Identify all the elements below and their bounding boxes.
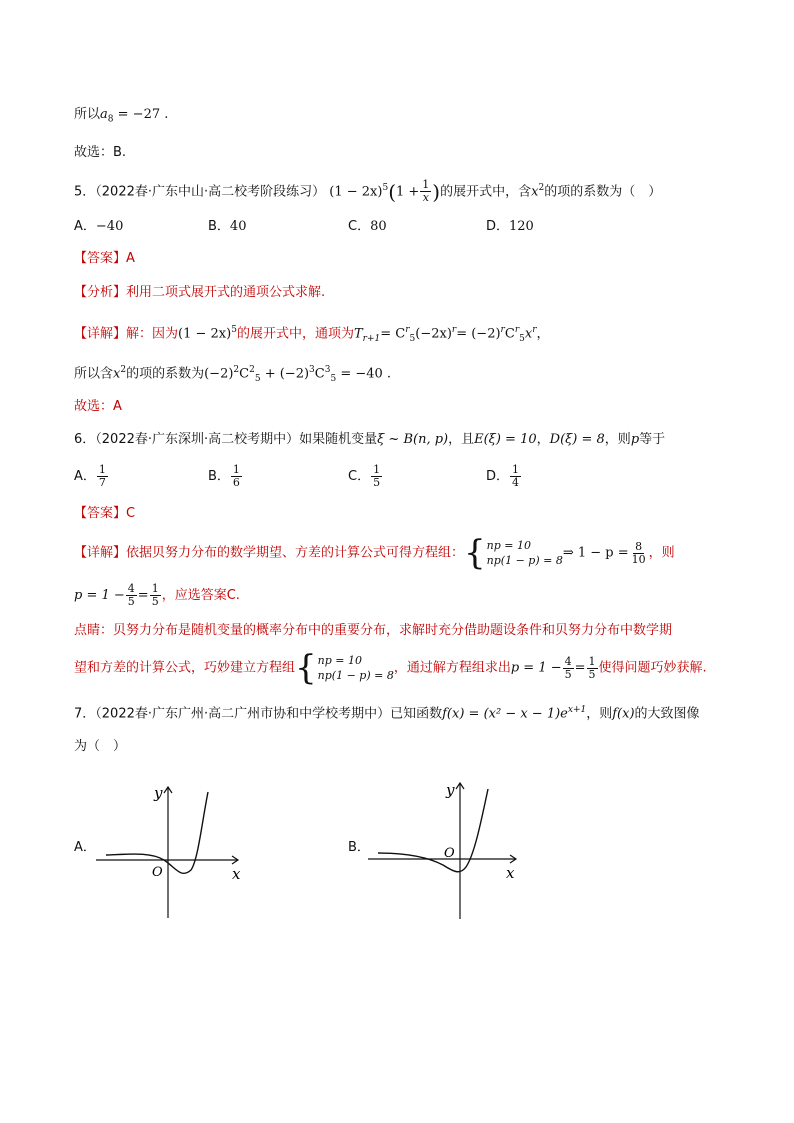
math-x: x	[113, 366, 121, 382]
fraction	[126, 583, 137, 608]
question-7-line2: 为（ ）	[74, 739, 127, 754]
question-7-source: 7．（2022春·广东广州·高二广州市协和中学校考期中）已知函数	[74, 706, 443, 722]
math-c: = C	[380, 326, 406, 342]
math-sup: 3	[309, 365, 315, 375]
math-term: = (−2)	[456, 326, 501, 342]
fraction-denominator: 5	[564, 667, 572, 681]
math-sub: 8	[107, 114, 114, 125]
fraction	[563, 656, 574, 681]
detail-text: ，应选答案	[161, 588, 227, 603]
note-text: 望和方差的计算公式，巧妙建立方程组	[74, 660, 296, 676]
fraction-numerator: 8	[635, 539, 643, 553]
paren-open: (	[388, 179, 396, 204]
note-text: ，通过解方程组求出	[393, 660, 511, 676]
fraction	[420, 179, 431, 204]
option-fraction	[371, 464, 382, 489]
fraction-denominator: 5	[373, 476, 381, 489]
equation-row: np = 10	[317, 654, 362, 667]
math-function: f(x) = (x² − x − 1)e	[442, 706, 568, 722]
analysis-text: 利用二项式展开式的通项公式求解.	[126, 285, 326, 300]
math-sup: 2	[120, 365, 127, 375]
fraction-numerator: 4	[564, 654, 572, 668]
option-value: 40	[229, 219, 247, 234]
answer-tag: 【答案】	[74, 251, 127, 266]
math-sub: 5	[409, 333, 416, 344]
fraction-numerator: 1	[98, 463, 106, 476]
axes	[96, 787, 238, 918]
answer-tag: 【答案】	[74, 506, 127, 521]
fraction-denominator: 4	[512, 476, 520, 489]
fraction-numerator: 1	[373, 463, 381, 476]
option-label: A．	[74, 469, 96, 484]
math-result: = −40 .	[336, 366, 392, 382]
math-sub: 5	[519, 333, 525, 344]
fraction	[630, 541, 648, 566]
math-sup: 3	[324, 365, 331, 375]
option-label: B．	[208, 219, 230, 234]
math-expectation: E(ξ) = 10	[474, 432, 537, 447]
q5-analysis	[74, 283, 325, 303]
math-one-plus: 1 +	[396, 184, 420, 200]
line-a8-result	[74, 105, 168, 130]
text: ，则	[604, 432, 631, 447]
q6-detail-line2	[74, 583, 240, 609]
detail-text: 解：因为	[126, 326, 179, 342]
math-c: C	[239, 366, 250, 382]
math-sup: 5	[231, 325, 237, 335]
fraction-denominator: x	[422, 191, 429, 205]
math-term: (−2x)	[415, 326, 452, 342]
math-sup: r	[514, 325, 520, 335]
q5-option	[74, 217, 123, 237]
math-sup: 2	[538, 183, 545, 193]
option-label: D．	[486, 469, 510, 484]
math-expr: (1 − 2x)	[178, 326, 232, 342]
math-t: T	[353, 326, 363, 342]
q6-detail	[74, 533, 675, 573]
fraction-numerator: 1	[232, 463, 240, 476]
option-label: C．	[348, 469, 371, 484]
x-axis-label: x	[232, 865, 241, 883]
graph-a	[96, 782, 246, 922]
math-sub: r+1	[362, 333, 381, 344]
option-value: 80	[370, 219, 387, 234]
y-axis-label: y	[154, 784, 163, 802]
detail-text: ，则	[648, 545, 675, 561]
line-choice-b: 故选：B.	[74, 145, 127, 160]
math-sub: 5	[254, 373, 261, 384]
option-value: −40	[95, 219, 124, 234]
q6-note-line2	[74, 648, 707, 688]
fraction-denominator: 10	[631, 552, 646, 566]
math-c: C	[504, 326, 515, 342]
q6-answer	[74, 504, 135, 524]
text: 等于	[639, 432, 666, 447]
answer-value: C	[126, 506, 136, 521]
text: 的大致图像	[634, 706, 700, 722]
fraction-denominator: 6	[232, 476, 240, 489]
option-fraction	[231, 464, 242, 489]
math-sup: r	[532, 325, 537, 335]
question-5-source: 5．（2022春·广东中山·高二校考阶段练习）	[74, 184, 326, 200]
math-expr: (1 − 2x)	[329, 184, 383, 200]
q5-choice: 故选：A	[74, 399, 122, 414]
fraction-numerator: 4	[127, 582, 135, 595]
fraction-denominator: 7	[98, 476, 106, 489]
q6-option	[74, 462, 109, 492]
graph-b	[368, 777, 524, 922]
q5-option	[486, 217, 534, 237]
math-sup: r	[500, 325, 505, 335]
question-7	[74, 700, 700, 724]
option-value: 120	[509, 219, 534, 234]
question-6	[74, 430, 665, 450]
graph-a-label: A．	[74, 840, 96, 855]
equation-row: np(1 − p) = 8	[317, 669, 394, 682]
equation-system: { np = 10 np(1 − p) = 8	[295, 648, 394, 688]
math-x: x	[524, 326, 533, 342]
origin-label: O	[444, 846, 455, 861]
text: 所以含	[74, 366, 114, 382]
fraction-numerator: 1	[151, 582, 159, 595]
equation-system: { np = 10 np(1 − p) = 8	[464, 533, 563, 573]
detail-tag: 【详解】	[74, 326, 127, 342]
text: ，且	[448, 432, 475, 447]
text: 的展开式中，含	[440, 184, 532, 200]
text: 的项的系数为	[126, 366, 205, 382]
text: ，则	[586, 706, 613, 722]
math-sup: 2	[233, 365, 240, 375]
math-sub: 5	[330, 373, 337, 384]
math-eq: =	[574, 660, 586, 676]
option-label: D．	[486, 219, 510, 234]
detail-text: .	[235, 588, 240, 603]
math-p: p = 1 −	[510, 660, 562, 676]
option-label: C．	[348, 219, 371, 234]
fraction	[150, 583, 161, 608]
axes	[368, 783, 516, 919]
math-sup: r	[405, 325, 410, 335]
analysis-tag: 【分析】	[74, 285, 127, 300]
math-p: p = 1 −	[74, 588, 125, 603]
q5-detail: 【详解】解：因为$(1 - 2x)^5$的展开式中，通项为$T_{r+1}= C^r_5(-2x)^r= (-2)^rC^r_5x^r$，	[74, 325, 550, 344]
text: ，	[536, 432, 550, 447]
q6-option	[486, 462, 522, 492]
fraction-denominator: 5	[588, 667, 596, 681]
detail-text: 依据贝努力分布的数学期望、方差的计算公式可得方程组：	[126, 545, 465, 561]
graph-b-label: B．	[348, 840, 370, 855]
q6-option	[208, 462, 243, 492]
math-term: (−2)	[204, 366, 234, 382]
math-p: p	[630, 432, 640, 447]
fraction	[587, 656, 598, 681]
math-a: a	[100, 107, 108, 122]
math-sup: x+1	[567, 705, 587, 715]
q5-answer	[74, 249, 135, 269]
q5-option	[208, 217, 246, 237]
math-f: f(x)	[612, 706, 635, 722]
answer-value: C	[226, 588, 236, 603]
equation-row: np = 10	[486, 539, 532, 552]
fraction-denominator: 5	[151, 595, 159, 608]
detail-text: 的展开式中，通项为	[236, 326, 354, 342]
paren-close: )	[432, 179, 441, 204]
note-text: 使得问题巧妙获解.	[598, 660, 707, 676]
math-sup: 2	[249, 365, 255, 375]
option-fraction	[97, 464, 108, 489]
math-var: ξ ~ B(n, p)	[377, 432, 449, 447]
option-label: B．	[208, 469, 230, 484]
math-sup: 5	[382, 183, 389, 193]
q6-note: 点睛：贝努力分布是随机变量的概率分布中的重要分布，求解时充分借助题设条件和贝努力分布中数学期	[74, 623, 673, 638]
option-label: A．	[74, 219, 96, 234]
text: 的项的系数为（ ）	[544, 184, 662, 200]
q5-conclusion	[74, 360, 391, 389]
fraction-numerator: 1	[588, 654, 596, 668]
math-variance: D(ξ) = 8	[549, 432, 605, 447]
math-c: C	[314, 366, 325, 382]
answer-value: A	[126, 251, 135, 266]
math-sup: r	[451, 325, 457, 335]
x-axis-label: x	[506, 864, 515, 882]
math-value: = −27 .	[113, 107, 169, 122]
text: 所以	[74, 107, 101, 122]
fraction-numerator: 1	[512, 463, 520, 476]
q6-option	[348, 462, 383, 492]
y-axis-label: y	[446, 781, 455, 799]
math-implies: ⇒ 1 − p =	[562, 545, 629, 561]
curve-a	[106, 792, 208, 873]
option-fraction	[510, 464, 521, 489]
math-x: x	[531, 184, 539, 200]
fraction-denominator: 5	[127, 595, 135, 608]
math-eq: =	[137, 588, 149, 603]
origin-label: O	[152, 865, 163, 880]
fraction-numerator: 1	[422, 178, 430, 192]
q5-option	[348, 217, 387, 237]
question-6-source: 6．（2022春·广东深圳·高二校考期中）如果随机变量	[74, 432, 378, 447]
detail-tag: 【详解】	[74, 545, 127, 561]
question-5	[74, 178, 661, 204]
equation-row: np(1 − p) = 8	[486, 554, 563, 567]
math-term: + (−2)	[260, 366, 310, 382]
